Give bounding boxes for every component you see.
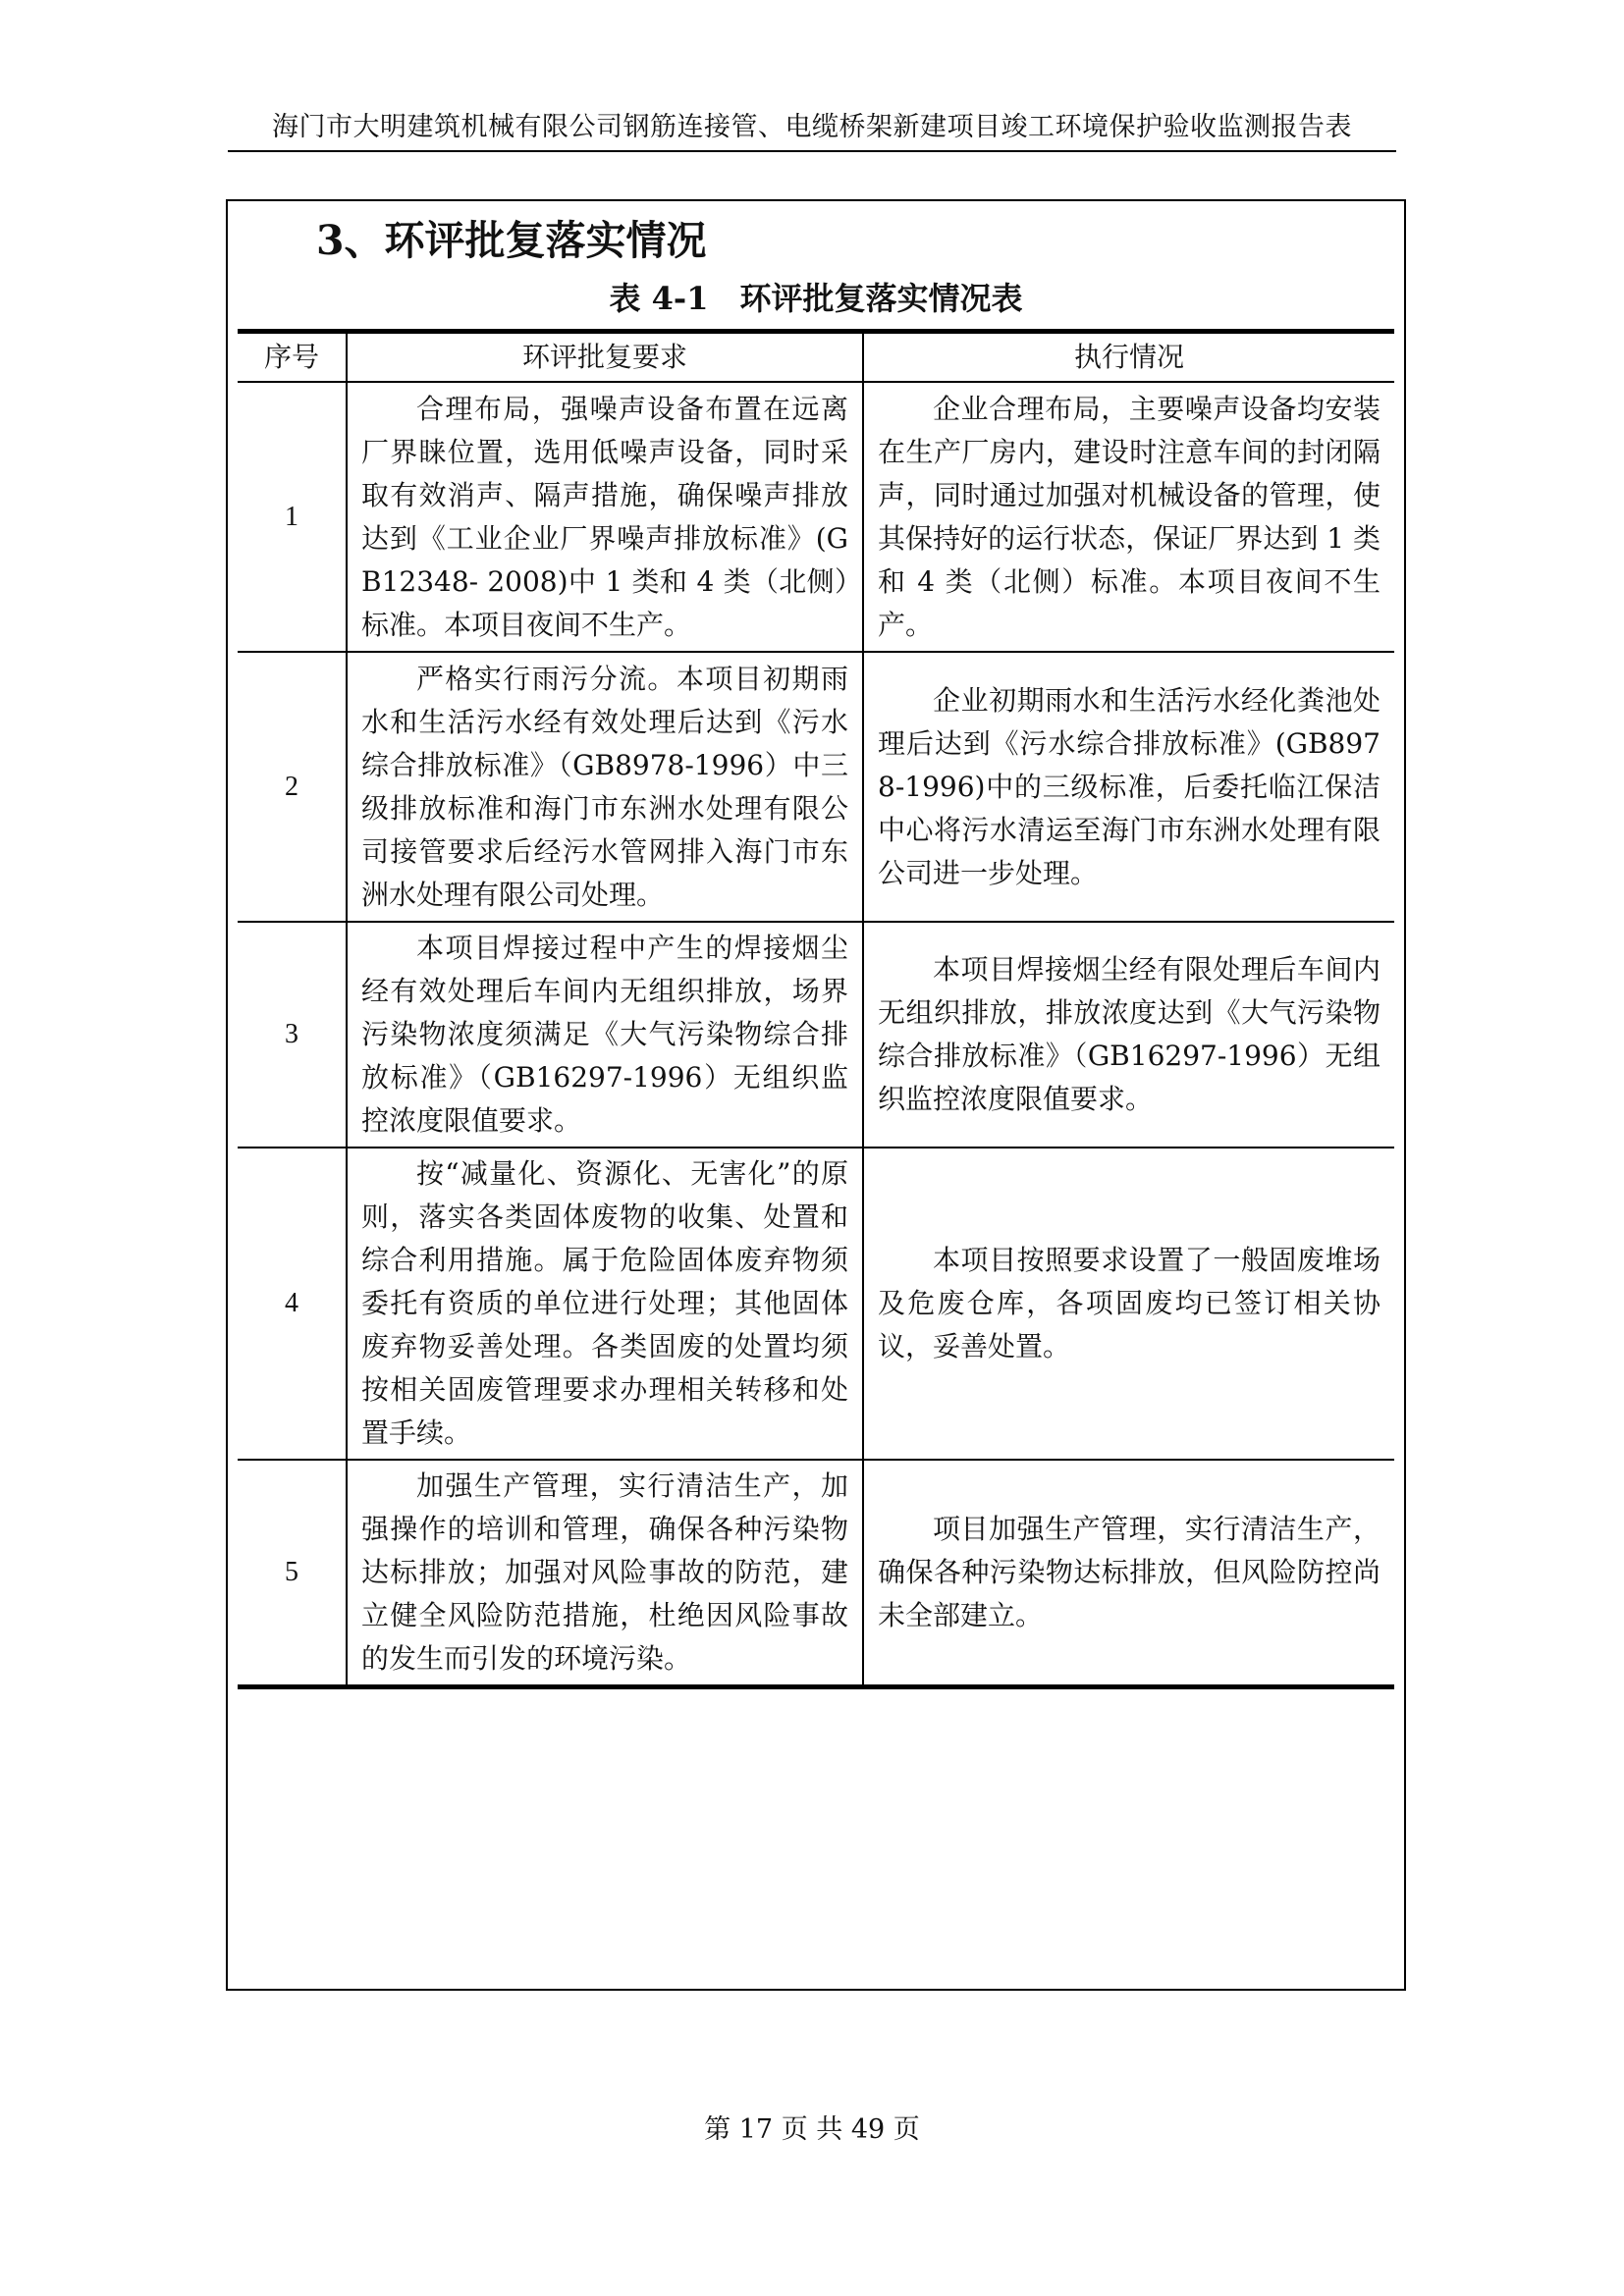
- table-row: [238, 382, 1394, 652]
- row-requirement: 合理布局，强噪声设备布置在远离厂界睐位置，选用低噪声设备，同时采取有效消声、隔声措施，确保噪声排放达到《工业企业厂界噪声排放标准》(GB12348- 2008)中 1 类和 4 类（北侧）标准。本项目夜间不生产。: [347, 382, 863, 652]
- row-number: 1: [238, 382, 347, 652]
- section-title: 3、环评批复落实情况: [316, 217, 707, 264]
- approval-implementation-table: [238, 329, 1394, 1689]
- table-caption: 表 4-1 环评批复落实情况表: [609, 280, 1023, 317]
- row-number: 3: [238, 922, 347, 1148]
- table-row: [238, 652, 1394, 922]
- row-number: 4: [238, 1148, 347, 1460]
- row-requirement: 本项目焊接过程中产生的焊接烟尘经有效处理后车间内无组织排放，场界污染物浓度须满足《大气污染物综合排放标准》（GB16297-1996）无组织监控浓度限值要求。: [347, 922, 863, 1148]
- row-number: 5: [238, 1460, 347, 1687]
- row-requirement: 加强生产管理，实行清洁生产，加强操作的培训和管理，确保各种污染物达标排放；加强对风险事故的防范，建立健全风险防范措施，杜绝因风险事故的发生而引发的环境污染。: [347, 1460, 863, 1687]
- content-frame: [226, 199, 1406, 1991]
- row-execution: 本项目按照要求设置了一般固废堆场及危废仓库，各项固废均已签订相关协议，妥善处置。: [863, 1148, 1394, 1460]
- row-execution: 企业初期雨水和生活污水经化粪池处理后达到《污水综合排放标准》(GB8978-1996)中的三级标准，后委托临江保洁中心将污水清运至海门市东洲水处理有限公司进一步处理。: [863, 652, 1394, 922]
- header-rule: [228, 150, 1396, 152]
- row-execution: 企业合理布局，主要噪声设备均安装在生产厂房内，建设时注意车间的封闭隔声，同时通过加强对机械设备的管理，使其保持好的运行状态，保证厂界达到 1 类和 4 类（北侧）标准。本项目夜间不生产。: [863, 382, 1394, 652]
- table-row: [238, 1460, 1394, 1687]
- table-row: [238, 1148, 1394, 1460]
- row-requirement: 严格实行雨污分流。本项目初期雨水和生活污水经有效处理后达到《污水综合排放标准》（GB8978-1996）中三级排放标准和海门市东洲水处理有限公司接管要求后经污水管网排入海门市东洲水处理有限公司处理。: [347, 652, 863, 922]
- header-serial-number: 序号: [238, 332, 347, 383]
- row-execution: 项目加强生产管理，实行清洁生产，确保各种污染物达标排放，但风险防控尚未全部建立。: [863, 1460, 1394, 1687]
- table-row: [238, 922, 1394, 1148]
- header-approval-requirement: 环评批复要求: [347, 332, 863, 383]
- row-requirement: 按“减量化、资源化、无害化”的原则，落实各类固体废物的收集、处置和综合利用措施。属于危险固体废弃物须委托有资质的单位进行处理；其他固体废弃物妥善处理。各类固废的处置均须按相关固废管理要求办理相关转移和处置手续。: [347, 1148, 863, 1460]
- header-execution-status: 执行情况: [863, 332, 1394, 383]
- row-execution: 本项目焊接烟尘经有限处理后车间内无组织排放，排放浓度达到《大气污染物综合排放标准》（GB16297-1996）无组织监控浓度限值要求。: [863, 922, 1394, 1148]
- table-header-row: [238, 332, 1394, 383]
- row-number: 2: [238, 652, 347, 922]
- page-number-footer: 第 17 页 共 49 页: [704, 2114, 920, 2145]
- running-header: 海门市大明建筑机械有限公司钢筋连接管、电缆桥架新建项目竣工环境保护验收监测报告表: [272, 112, 1352, 142]
